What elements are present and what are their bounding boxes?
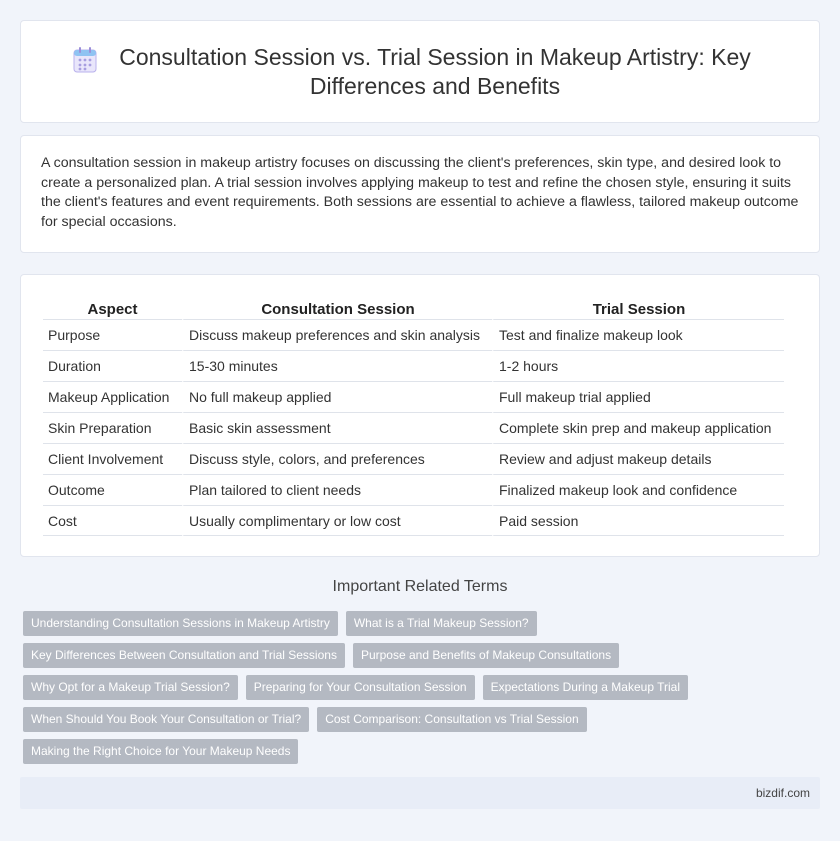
table-cell-trial: 1-2 hours [492,350,784,381]
related-term-link[interactable]: Preparing for Your Consultation Session [246,675,475,700]
table-cell-trial: Review and adjust makeup details [492,443,784,474]
related-terms-row [23,675,823,700]
related-term-link[interactable]: What is a Trial Makeup Session? [346,611,537,636]
table-cell-aspect: Outcome [43,474,182,505]
table-cell-aspect: Skin Preparation [43,412,182,443]
related-terms-row [23,707,823,732]
table-cell-aspect: Purpose [43,319,182,350]
related-term-link[interactable]: Expectations During a Makeup Trial [483,675,688,700]
table-cell-consultation: Usually complimentary or low cost [182,505,492,536]
comparison-card [20,274,820,557]
related-term-link[interactable]: Understanding Consultation Sessions in Makeup Artistry [23,611,338,636]
related-term-link[interactable]: Purpose and Benefits of Makeup Consultations [353,643,619,668]
table-cell-consultation: 15-30 minutes [182,350,492,381]
intro-paragraph: A consultation session in makeup artistry focuses on discussing the client's preferences, skin type, and desired look to create a personalized plan. A trial session involves applying makeup to test and refine the chosen style, ensuring it suits the client's features and event requirements. Both sessions are essential to achieve a flawless, tailored makeup outcome for special occasions. [41,155,799,230]
related-terms-row [23,739,823,764]
table-row [43,474,784,505]
table-row [43,505,784,536]
table-cell-trial: Paid session [492,505,784,536]
table-cell-consultation: Basic skin assessment [182,412,492,443]
related-term-link[interactable]: Cost Comparison: Consultation vs Trial Session [317,707,586,732]
table-header-row [43,295,784,319]
related-terms-heading: Important Related Terms [332,578,508,595]
related-term-link[interactable]: Key Differences Between Consultation and Trial Sessions [23,643,345,668]
table-cell-consultation: No full makeup applied [182,381,492,412]
table-header-consultation: Consultation Session [182,295,492,319]
table-cell-trial: Full makeup trial applied [492,381,784,412]
table-row [43,443,784,474]
table-cell-trial: Test and finalize makeup look [492,319,784,350]
related-term-link[interactable]: Why Opt for a Makeup Trial Session? [23,675,238,700]
related-terms-row [23,643,823,668]
related-term-link[interactable]: When Should You Book Your Consultation or Trial? [23,707,309,732]
table-row [43,350,784,381]
table-row [43,381,784,412]
table-cell-trial: Complete skin prep and makeup application [492,412,784,443]
table-header-aspect: Aspect [87,300,138,318]
table-row [43,319,784,350]
footer-site[interactable]: bizdif.com [755,786,810,800]
table-header-trial: Trial Session [492,295,784,319]
table-cell-consultation: Plan tailored to client needs [182,474,492,505]
comparison-table [43,295,784,536]
related-term-link[interactable]: Making the Right Choice for Your Makeup Needs [23,739,298,764]
related-terms-list [23,611,823,771]
title-card [20,20,820,123]
related-terms-row [23,611,823,636]
table-row [43,412,784,443]
table-cell-aspect: Duration [43,350,182,381]
table-cell-trial: Finalized makeup look and confidence [492,474,784,505]
table-cell-consultation: Discuss style, colors, and preferences [182,443,492,474]
page-title: Consultation Session vs. Trial Session in Makeup Artistry: Key Differences and Benefits [119,43,751,99]
intro-card [20,135,820,253]
footer [20,777,820,809]
table-cell-aspect: Cost [43,505,182,536]
table-cell-consultation: Discuss makeup preferences and skin analysis [182,319,492,350]
table-cell-aspect: Makeup Application [43,381,182,412]
table-cell-aspect: Client Involvement [43,443,182,474]
